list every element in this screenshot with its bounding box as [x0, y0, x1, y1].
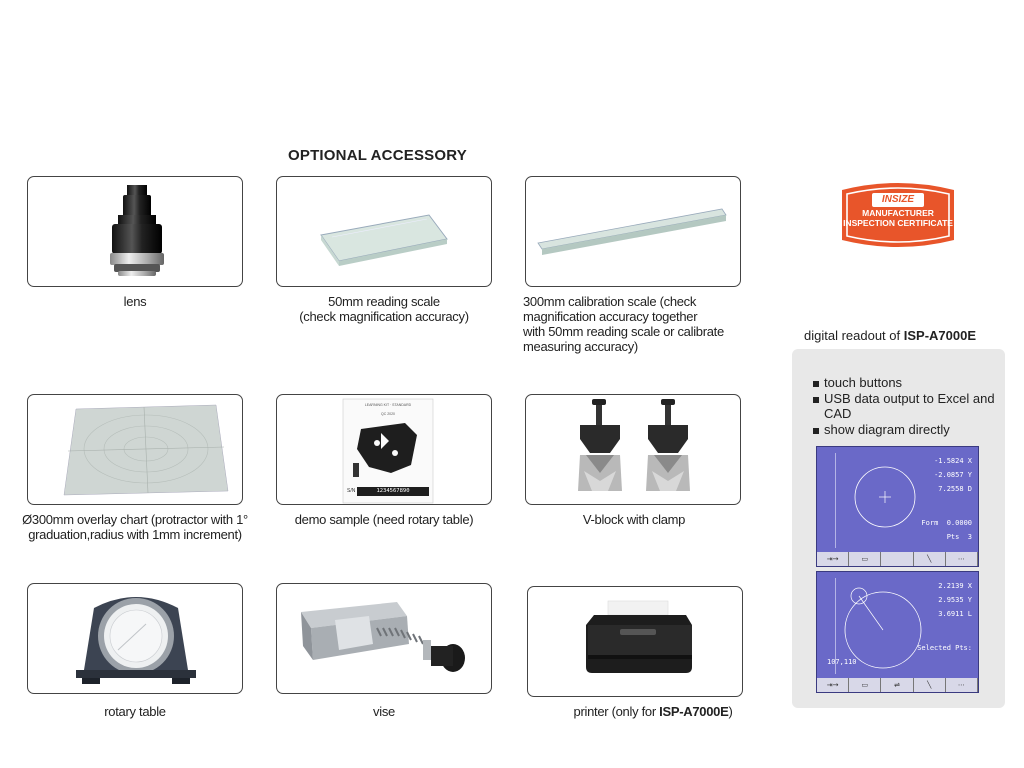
- overlay-chart-image-box: [27, 394, 243, 505]
- vise-caption: vise: [373, 704, 395, 719]
- reading-scale-caption: 50mm reading scale (check magnification accuracy): [299, 294, 469, 324]
- demo-sample-caption: demo sample (need rotary table): [294, 512, 474, 527]
- toolbar-button[interactable]: ▭: [849, 552, 881, 566]
- reading-scale-image: [277, 177, 492, 287]
- toolbar-button[interactable]: ⇌: [881, 678, 913, 692]
- certificate-brand: INSIZE: [881, 194, 915, 205]
- readout-pts: Pts 3: [946, 533, 972, 541]
- readout-x: -1.5824 X: [934, 457, 972, 465]
- calibration-scale-caption: 300mm calibration scale (check magnification accuracy together with 50mm reading scale or calibrate measuring accuracy): [523, 294, 724, 354]
- demo-sample-image-box: [276, 394, 492, 505]
- readout-y: -2.0857 Y: [934, 471, 972, 479]
- lens-image: [28, 177, 243, 287]
- v-block-image-box: [525, 394, 741, 505]
- printer-image: [528, 587, 743, 697]
- toolbar-button[interactable]: ⇥→: [817, 678, 849, 692]
- feature-item: touch buttons: [812, 375, 998, 391]
- toolbar-button[interactable]: ⋯: [946, 552, 978, 566]
- readout-y: 2.9535 Y: [938, 596, 972, 604]
- demo-sample-header: LEARNING KIT · STANDARD: [364, 403, 412, 407]
- lens-caption: lens: [123, 294, 147, 309]
- v-block-caption: V-block with clamp: [582, 512, 686, 527]
- feature-item: show diagram directly: [812, 422, 998, 438]
- overlay-chart-image: [28, 395, 243, 505]
- vise-image-box: [276, 583, 492, 694]
- demo-sample-subheader: QC 2020: [380, 412, 395, 416]
- rotary-table-image: [28, 584, 243, 694]
- circle-diagram: [817, 447, 980, 568]
- rotary-table-image-box: [27, 583, 243, 694]
- readout-selected-value: 107,110: [827, 658, 857, 666]
- readout-screen-circle: [816, 446, 979, 567]
- distance-diagram: [817, 572, 980, 694]
- printer-image-box: [527, 586, 743, 697]
- readout-l: 3.6911 L: [938, 610, 972, 618]
- certificate-line2: INSPECTION CERTIFICATE: [843, 218, 953, 228]
- demo-sample-prefix: S/N: [347, 488, 356, 494]
- readout-title: digital readout of ISP-A7000E: [804, 328, 976, 343]
- feature-item: USB data output to Excel and CAD: [812, 391, 998, 422]
- demo-sample-code: 1234567890: [376, 488, 410, 494]
- calibration-scale-image-box: [525, 176, 741, 287]
- readout-selected-label: Selected Pts:: [917, 644, 972, 652]
- rotary-table-caption: rotary table: [104, 704, 166, 719]
- screen-toolbar[interactable]: [817, 552, 978, 566]
- readout-x: 2.2139 X: [938, 582, 972, 590]
- certificate-line1: MANUFACTURER: [862, 208, 934, 218]
- readout-d: 7.2558 D: [938, 485, 972, 493]
- vise-image: [277, 584, 492, 694]
- lens-image-box: [27, 176, 243, 287]
- section-title: OPTIONAL ACCESSORY: [288, 147, 467, 164]
- toolbar-button[interactable]: ⋯: [946, 678, 978, 692]
- readout-screen-distance: [816, 571, 979, 693]
- overlay-chart-caption: Ø300mm overlay chart (protractor with 1° graduation,radius with 1mm increment): [22, 512, 248, 542]
- toolbar-button[interactable]: ▭: [849, 678, 881, 692]
- reading-scale-image-box: [276, 176, 492, 287]
- v-block-image: [526, 395, 741, 505]
- readout-features: [812, 375, 998, 437]
- toolbar-button[interactable]: [881, 552, 913, 566]
- printer-caption: printer (only for ISP-A7000E): [573, 704, 733, 719]
- toolbar-button[interactable]: ╲: [914, 552, 946, 566]
- screen-toolbar[interactable]: [817, 678, 978, 692]
- readout-form: Form 0.0000: [921, 519, 972, 527]
- calibration-scale-image: [526, 177, 741, 287]
- toolbar-button[interactable]: ╲: [914, 678, 946, 692]
- toolbar-button[interactable]: ⇥→: [817, 552, 849, 566]
